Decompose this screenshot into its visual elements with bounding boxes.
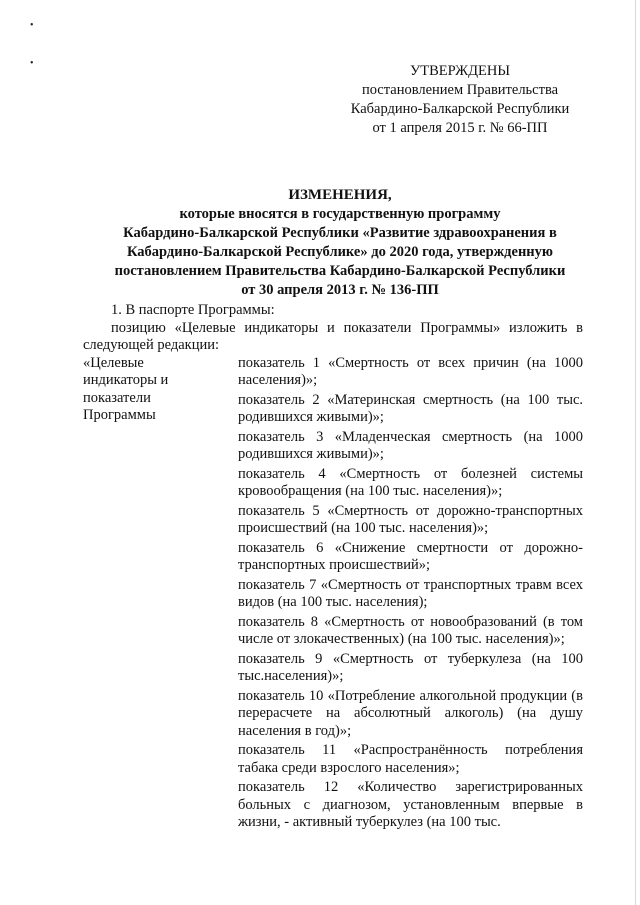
title-heading: ИЗМЕНЕНИЯ, [288, 187, 392, 203]
title-line: постановлением Правительства Кабардино-Балкарской Республики [114, 263, 566, 279]
approval-line: от 1 апреля 2015 г. № 66-ПП [372, 120, 548, 136]
document-title [60, 186, 620, 300]
indicator-item: показатель 8 «Смертность от новообразований (в том числе от злокачественных) (на 100 тыс. населения)»; [238, 613, 583, 647]
label-line: «Целевые [83, 354, 144, 371]
label-line: индикаторы и [83, 372, 169, 388]
approval-heading: УТВЕРЖДЕНЫ [409, 63, 511, 79]
indicator-item: показатель 10 «Потребление алкогольной продукции (в перерасчете на абсолютный алкоголь) (на душу населения в год)»; [238, 687, 583, 739]
scan-edge [635, 0, 636, 905]
paragraph: позицию «Целевые индикаторы и показатели Программы» изложить в следующей редакции: [83, 319, 583, 353]
section-heading: 1. В паспорте Программы: [111, 302, 275, 318]
indicator-table-label [83, 355, 238, 834]
scan-mark: • [30, 20, 34, 31]
indicator-item: показатель 5 «Смертность от дорожно-транспортных происшествий (на 100 тыс. населения)»; [238, 502, 583, 536]
scan-mark: • [30, 58, 34, 69]
title-line: Кабардино-Балкарской Республике» до 2020 года, утвержденную [126, 244, 553, 260]
approval-line: Кабардино-Балкарской Республики [350, 101, 570, 117]
approval-stamp [330, 62, 590, 138]
indicator-item: показатель 9 «Смертность от туберкулеза (на 100 тыс.населения)»; [238, 650, 583, 684]
indicator-item: показатель 7 «Смертность от транспортных травм всех видов (на 100 тыс. населения); [238, 576, 583, 610]
label-line: показатели [83, 389, 151, 406]
indicator-item: показатель 12 «Количество зарегистрированных больных с диагнозом, установленным впервые в жизни, - активный туберкулез (на 100 тыс. [238, 779, 583, 830]
title-line: Кабардино-Балкарской Республики «Развитие здравоохранения в [123, 225, 557, 241]
indicator-item: показатель 2 «Материнская смертность (на 100 тыс. родившихся живыми)»; [238, 391, 583, 425]
title-line: от 30 апреля 2013 г. № 136-ПП [241, 282, 439, 298]
document-body [83, 302, 583, 834]
indicator-item: показатель 3 «Младенческая смертность (на 1000 родившихся живыми)»; [238, 428, 583, 462]
indicator-table [83, 355, 583, 834]
label-line: Программы [83, 407, 156, 423]
title-line: которые вносятся в государственную программу [179, 206, 501, 222]
indicator-list [238, 355, 583, 834]
indicator-item: показатель 6 «Снижение смертности от дорожно-транспортных происшествий»; [238, 539, 583, 573]
indicator-item: показатель 11 «Распространённость потребления табака среди взрослого населения»; [238, 742, 583, 776]
approval-line: постановлением Правительства [361, 82, 559, 98]
indicator-item: показатель 4 «Смертность от болезней системы кровообращения (на 100 тыс. населения)»; [238, 465, 583, 499]
indicator-item: показатель 1 «Смертность от всех причин (на 1000 населения)»; [238, 354, 583, 388]
